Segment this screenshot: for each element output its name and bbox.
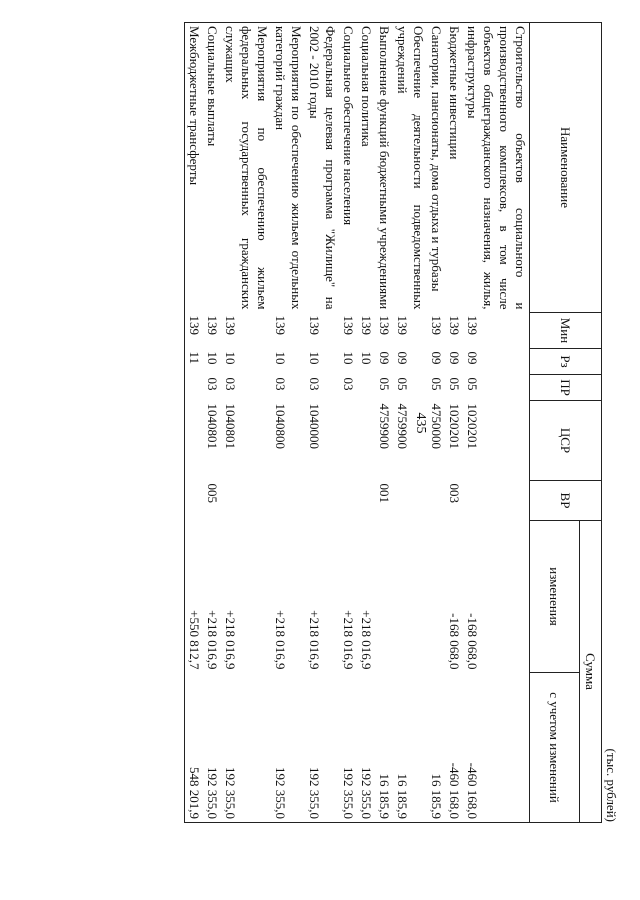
cell-csr: 4750000 [429,403,444,449]
cell-change [393,521,427,673]
cell-with-change: 192 355,0 [357,673,375,823]
cell-with-change: 16 185,9 [427,673,445,823]
cell-min: 139 [359,315,374,335]
cell-pr: 03 [205,377,220,391]
cell-name: Мероприятия по обеспечению жильем отдельных категорий граждан [271,23,305,313]
cell-pr: 03 [341,377,356,391]
cell-csr: 4759900 [377,403,392,449]
cell-csr: 1040801 [205,403,220,449]
cell-name: Федеральная целевая программа "Жилище" на 2002 - 2010 годы [305,23,339,313]
cell-with-change: 192 355,0 [221,673,271,823]
cell-vr [305,481,339,521]
table-row [393,23,427,823]
cell-rz: 09 [429,351,444,365]
cell-rz: 10 [307,351,322,365]
cell-vr [185,481,204,521]
cell-change: +218 016,9 [205,610,220,670]
cell-csr: 1040800 [273,403,288,449]
header-rz: Рз [530,349,602,375]
table-row [203,23,221,823]
header-change: изменения [530,521,580,673]
cell-csr [185,401,204,481]
cell-with-change: 548 201,9 [185,673,204,823]
cell-pr: 05 [447,377,462,391]
table-body [185,23,530,823]
rotated-page-content [140,22,620,822]
cell-csr: 1020201 [447,403,462,449]
cell-name: Обеспечение деятельности подведомственных учреждений [393,23,427,313]
table-row [305,23,339,823]
cell-pr: 03 [273,377,288,391]
cell-min: 139 [395,315,410,335]
cell-pr: 05 [377,377,392,391]
cell-rz: 09 [447,351,462,365]
cell-change: +218 016,9 [307,610,322,670]
cell-name: Социальная политика [357,23,375,313]
cell-pr: 05 [429,377,444,391]
cell-name: Выполнение функций бюджетными учреждениями [375,23,393,313]
cell-with-change: -460 168,0 [463,673,530,823]
cell-name: Социальные выплаты [203,23,221,313]
cell-name: Мероприятия по обеспечению жильем федеральных государственных гражданских служащих [221,23,271,313]
cell-csr: 1040801 [223,403,238,449]
cell-rz: 10 [341,351,356,365]
cell-change [427,521,445,673]
table-row [375,23,393,823]
cell-change: +218 016,9 [223,610,238,670]
cell-with-change: 192 355,0 [339,673,357,823]
cell-change: +218 016,9 [359,610,374,670]
cell-name: Социальное обеспечение населения [339,23,357,313]
cell-with-change: 192 355,0 [271,673,305,823]
cell-rz: 11 [185,349,204,375]
cell-vr [427,481,445,521]
cell-vr: 003 [447,483,462,503]
cell-vr [271,481,305,521]
cell-pr [357,375,375,401]
cell-csr [339,401,357,481]
table-row [427,23,445,823]
cell-with-change: -460 168,0 [445,673,463,823]
cell-with-change: 16 185,9 [375,673,393,823]
table-row [357,23,375,823]
cell-vr [393,481,427,521]
cell-with-change: 192 355,0 [203,673,221,823]
header-with-change: с учетом изменений [530,673,580,823]
header-pr: ПР [530,375,602,401]
table-row [271,23,305,823]
cell-change: -168 068,0 [447,613,462,670]
cell-rz: 09 [377,351,392,365]
budget-table [184,22,602,823]
cell-min: 139 [223,315,238,335]
table-header [530,23,602,823]
cell-min: 139 [307,315,322,335]
cell-pr: 03 [223,377,238,391]
cell-min: 139 [273,315,288,335]
cell-min: 139 [341,315,356,335]
header-name: Наименование [530,23,602,313]
cell-name: Бюджетные инвестиции [445,23,463,313]
cell-min: 139 [429,315,444,335]
cell-with-change: 16 185,9 [393,673,427,823]
cell-change: -168 068,0 [465,613,480,670]
cell-csr: 4759900 [395,403,410,449]
cell-pr: 05 [395,377,410,391]
header-min: Мин [530,313,602,349]
cell-rz: 10 [273,351,288,365]
header-csr: ЦСР [530,401,602,481]
cell-vr: 001 [377,483,392,503]
cell-change: +218 016,9 [341,610,356,670]
cell-csr: 1020201 [465,403,480,449]
cell-min: 139 [377,315,392,335]
cell-change [375,521,393,673]
cell-pr: 03 [307,377,322,391]
cell-min: 139 [185,313,204,349]
cell-rz: 10 [205,351,220,365]
cell-change: +218 016,9 [273,610,288,670]
cell-csr [357,401,375,481]
cell-csr: 1040000 [307,403,322,449]
cell-pr: 05 [465,377,480,391]
cell-name: Межбюджетные трансферты [185,23,204,313]
header-vr: ВР [530,481,602,521]
cell-rz: 10 [223,351,238,365]
cell-vr: 005 [205,483,220,503]
cell-change: +550 812,7 [185,521,204,673]
table-row [221,23,271,823]
cell-name: Санатории, пансионаты, дома отдыха и турбазы [427,23,445,313]
units-note: (тыс. рублей) [604,748,619,822]
cell-rz: 09 [465,351,480,365]
table-row [185,23,204,823]
cell-with-change: 192 355,0 [305,673,339,823]
table-row [445,23,463,823]
cell-vr [221,481,271,521]
cell-rz: 10 [359,351,374,365]
cell-min: 139 [465,315,480,335]
cell-vr [339,481,357,521]
cell-vr [357,481,375,521]
cell-pr [185,375,204,401]
cell-min: 139 [447,315,462,335]
cell-vr [463,481,530,521]
page-number: 435 [413,412,428,434]
cell-rz: 09 [395,351,410,365]
header-sum: Сумма [580,521,602,823]
cell-name: Строительство объектов социального и производственного комплексов, в том числе объектов общегражданского назначения, жилья, инфраструктуры [463,23,530,313]
table-row [339,23,357,823]
table-row [463,23,530,823]
cell-min: 139 [205,315,220,335]
